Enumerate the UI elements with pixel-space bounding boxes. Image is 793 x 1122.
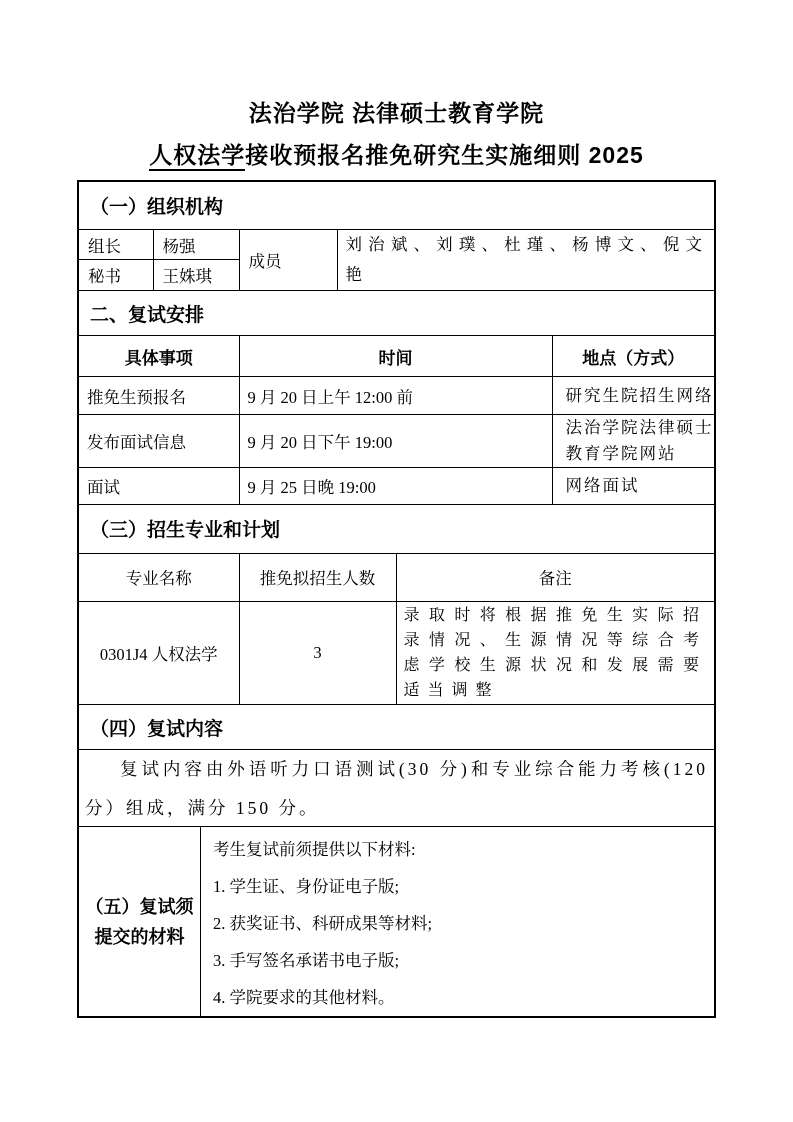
secretary-label-cell: 秘书 <box>79 260 153 290</box>
schedule-place-cell: 研究生院招生网络 <box>552 377 714 415</box>
schedule-row <box>79 415 714 468</box>
major-remark-cell: 录取时将根据推免生实际招录情况、生源情况等综合考虑学校生源状况和发展需要适当调整 <box>396 601 714 704</box>
section-2-heading: 二、复试安排 <box>79 290 714 335</box>
schedule-header-place: 地点（方式） <box>552 336 714 377</box>
majors-header-name: 专业名称 <box>79 553 239 601</box>
organization-table <box>79 229 714 290</box>
section-4-heading: （四）复试内容 <box>79 704 714 749</box>
schedule-time-cell: 9 月 20 日下午 19:00 <box>239 415 552 468</box>
majors-header-row <box>79 553 714 601</box>
subtitle-rest-text: 接收预报名推免研究生实施细则 2025 <box>245 142 644 168</box>
document-title: 法治学院 法律硕士教育学院 <box>248 100 545 126</box>
main-table <box>77 180 716 1018</box>
schedule-row <box>79 468 714 504</box>
subtitle-underlined-text: 人权法学 <box>149 142 245 171</box>
major-name-cell: 0301J4 人权法学 <box>79 601 239 704</box>
leader-label-cell: 组长 <box>79 230 153 260</box>
materials-row <box>79 826 714 1016</box>
materials-item: 3. 手写签名承诺书电子版; <box>213 951 400 970</box>
schedule-item-cell: 发布面试信息 <box>79 415 239 468</box>
secretary-name-cell: 王姝琪 <box>153 260 239 290</box>
majors-table <box>79 553 714 705</box>
schedule-header-item: 具体事项 <box>79 336 239 377</box>
schedule-row <box>79 377 714 415</box>
schedule-time-cell: 9 月 20 日上午 12:00 前 <box>239 377 552 415</box>
majors-header-quota: 推免拟招生人数 <box>239 553 396 601</box>
major-quota-cell: 3 <box>239 601 396 704</box>
schedule-item-cell: 推免生预报名 <box>79 377 239 415</box>
schedule-table <box>79 335 714 504</box>
members-label-cell: 成员 <box>239 230 337 291</box>
schedule-header-time: 时间 <box>239 336 552 377</box>
schedule-header-row <box>79 336 714 377</box>
document-subtitle <box>0 140 793 170</box>
leader-name-cell: 杨强 <box>153 230 239 260</box>
schedule-time-cell: 9 月 25 日晚 19:00 <box>239 468 552 504</box>
schedule-item-cell: 面试 <box>79 468 239 504</box>
retest-content-paragraph: 复试内容由外语听力口语测试(30 分)和专业综合能力考核(120 分）组成，满分 150 分。 <box>79 749 714 826</box>
materials-item: 2. 获奖证书、科研成果等材料; <box>213 914 433 933</box>
schedule-place-cell: 网络面试 <box>552 468 714 504</box>
section-3-heading: （三）招生专业和计划 <box>79 504 714 553</box>
materials-intro: 考生复试前须提供以下材料: <box>213 840 416 859</box>
members-names-cell: 刘治斌、刘璞、杜瑾、杨博文、倪文艳 <box>337 230 714 291</box>
materials-item: 4. 学院要求的其他材料。 <box>213 988 395 1007</box>
majors-header-remark: 备注 <box>396 553 714 601</box>
materials-item: 1. 学生证、身份证电子版; <box>213 877 400 896</box>
materials-list <box>201 827 714 1016</box>
section-5-heading: （五）复试须提交的材料 <box>79 827 201 1016</box>
section-1-heading: （一）组织机构 <box>90 197 224 218</box>
org-row-leader <box>79 230 714 260</box>
schedule-place-cell: 法治学院法律硕士教育学院网站 <box>552 415 714 468</box>
majors-data-row <box>79 601 714 704</box>
